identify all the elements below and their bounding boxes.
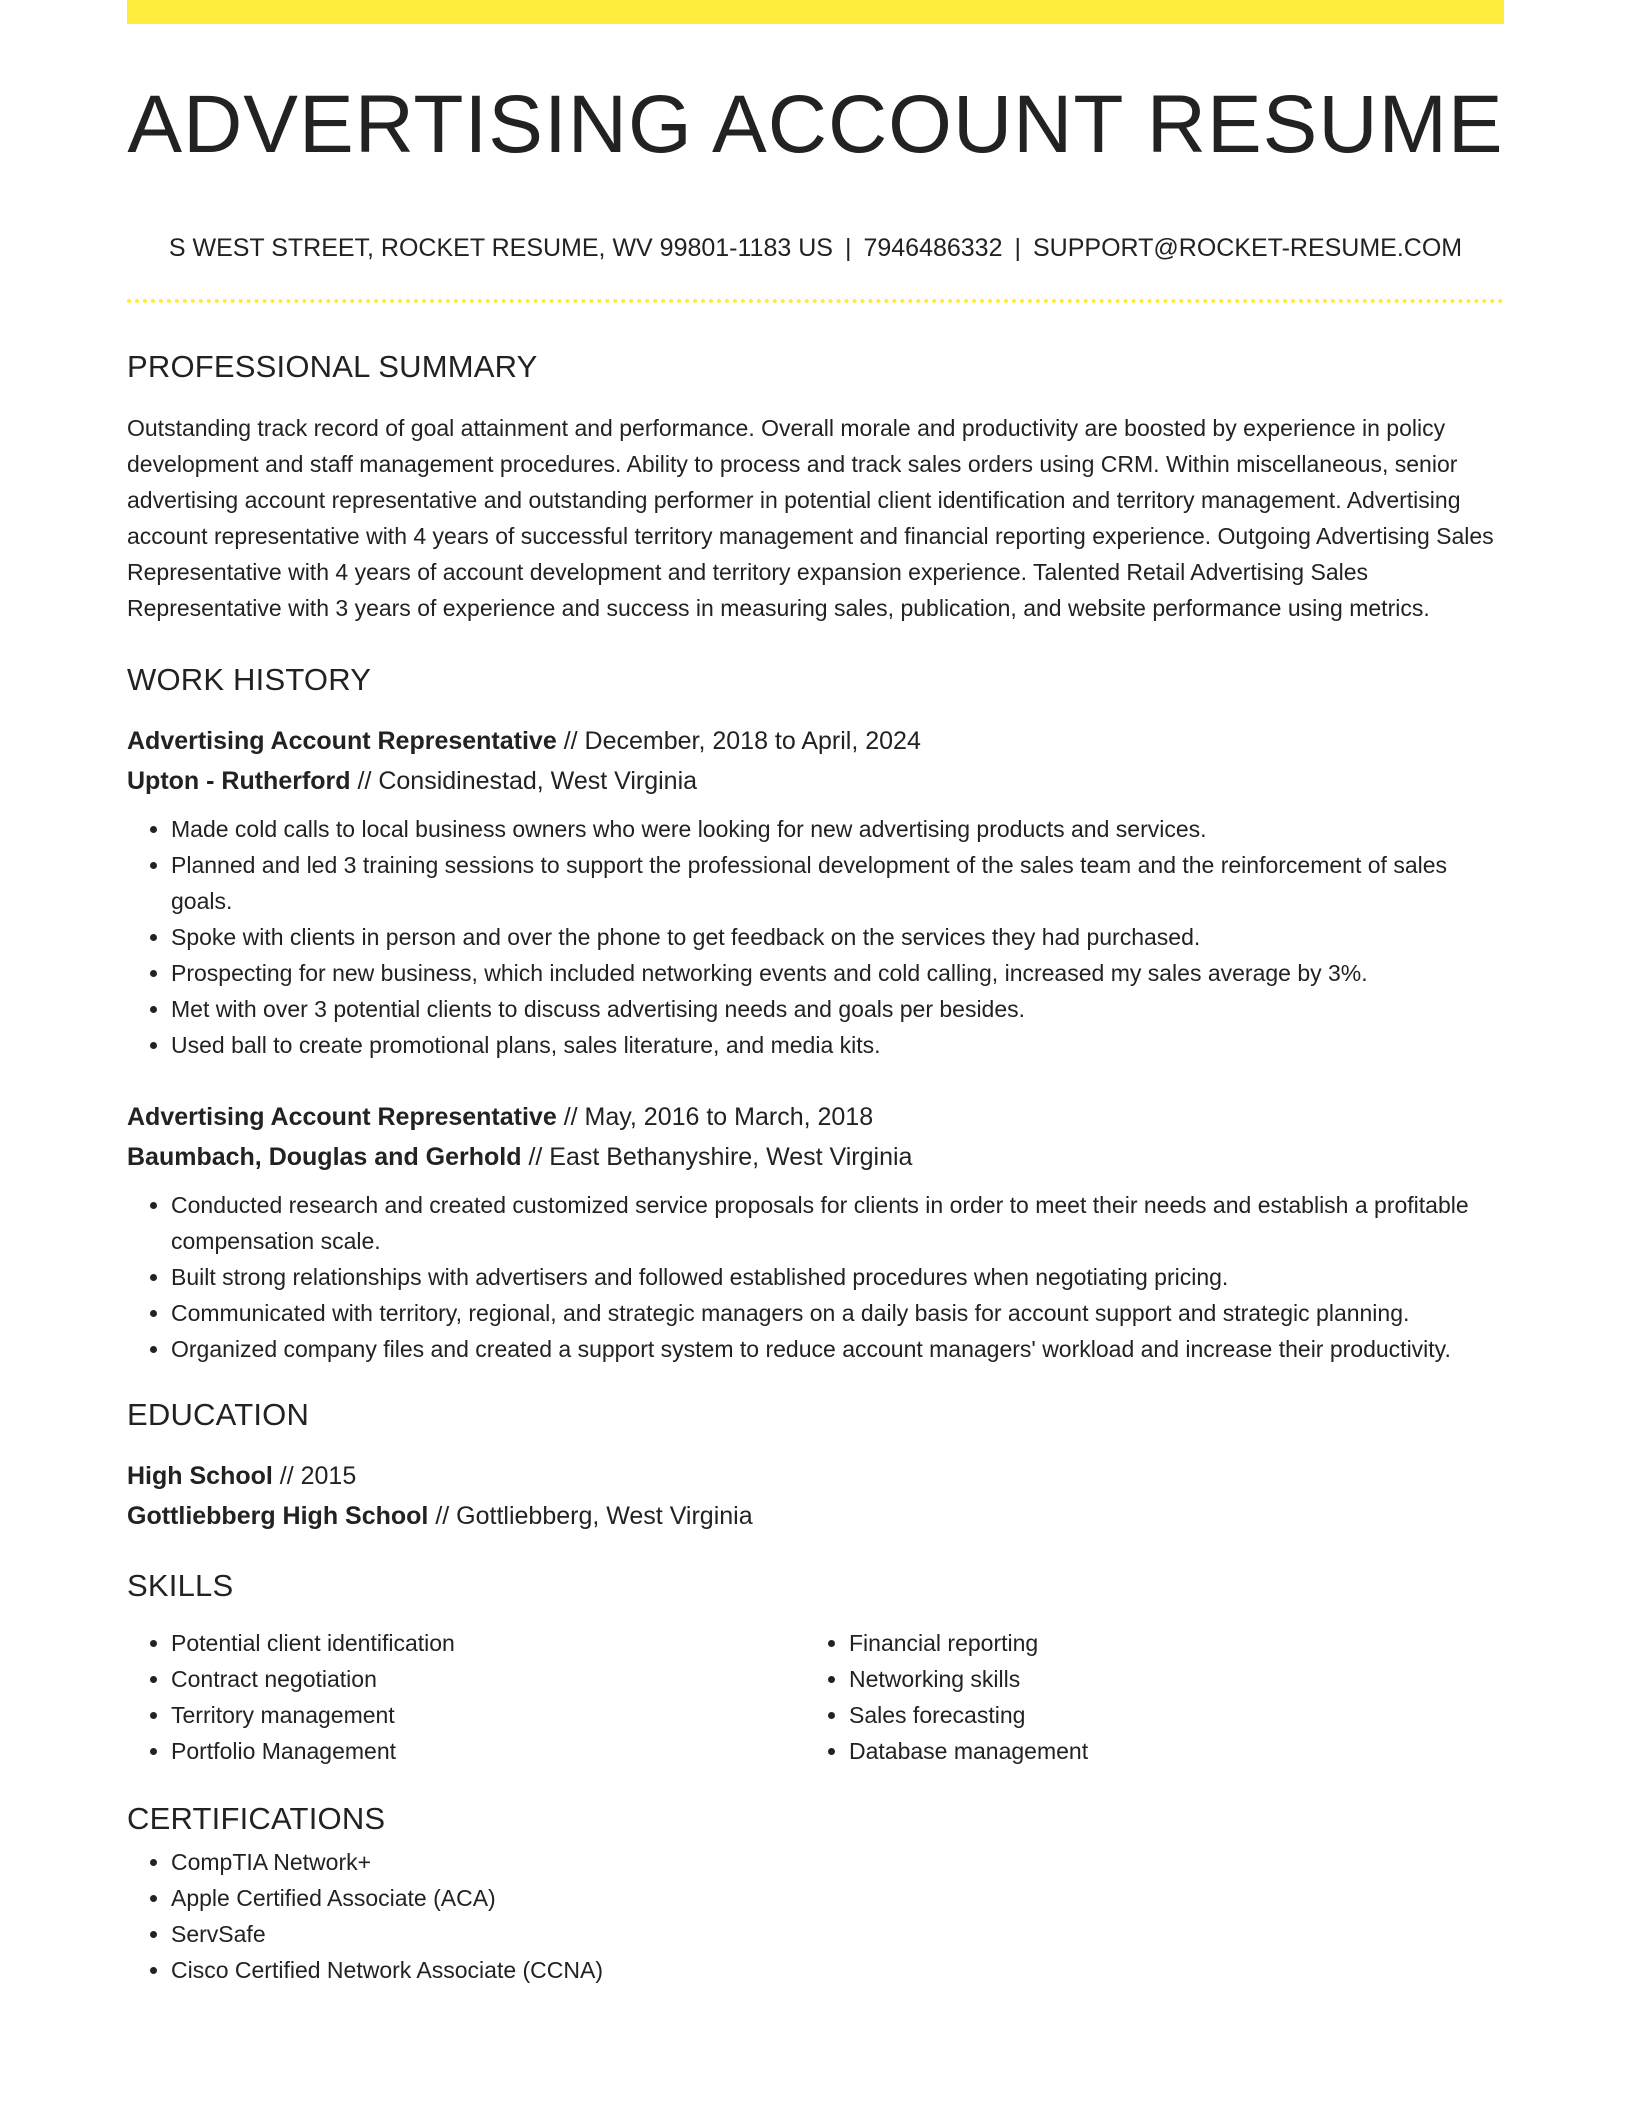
section-heading-summary: PROFESSIONAL SUMMARY	[127, 349, 538, 384]
education-location: // Gottliebberg, West Virginia	[428, 1502, 753, 1530]
job-location: // East Bethanyshire, West Virginia	[521, 1143, 913, 1171]
list-item: • Made cold calls to local business owners who were looking for new advertising products and services.	[171, 811, 1504, 847]
list-item: • Spoke with clients in person and over the phone to get feedback on the services they had purchased.	[171, 919, 1504, 955]
job-duties-list	[127, 811, 1504, 1063]
list-item: • Built strong relationships with advertisers and followed established procedures when negotiating pricing.	[171, 1259, 1504, 1295]
job-company-line	[127, 1137, 1504, 1177]
job-title-line	[127, 1097, 1504, 1137]
skill-item: • Contract negotiation	[171, 1661, 805, 1697]
certification-item: • ServSafe	[171, 1916, 1504, 1952]
job-dates: // December, 2018 to April, 2024	[556, 727, 921, 755]
certification-item: • Apple Certified Associate (ACA)	[171, 1880, 1504, 1916]
certification-item: • Cisco Certified Network Associate (CCNA)	[171, 1952, 1504, 1988]
list-item: • Conducted research and created customized service proposals for clients in order to meet their needs and establish a profitable compensation scale.	[171, 1187, 1504, 1259]
skills-grid	[127, 1625, 1504, 1769]
header-divider	[127, 299, 1504, 303]
job-company-line	[127, 761, 1504, 801]
contact-separator: |	[1014, 234, 1021, 262]
list-item: • Communicated with territory, regional, and strategic managers on a daily basis for account support and strategic planning.	[171, 1295, 1504, 1331]
skill-item: • Financial reporting	[849, 1625, 1483, 1661]
education-degree: High School	[127, 1462, 273, 1490]
section-heading-certifications: CERTIFICATIONS	[127, 1801, 386, 1836]
skills-list-left	[127, 1625, 805, 1769]
job-duties-list	[127, 1187, 1504, 1367]
certifications-list	[127, 1844, 1504, 1988]
contact-separator: |	[844, 234, 852, 262]
list-item: • Met with over 3 potential clients to discuss advertising needs and goals per besides.	[171, 991, 1504, 1027]
skill-item: • Networking skills	[849, 1661, 1483, 1697]
job-entry	[127, 1097, 1504, 1367]
skill-item: • Portfolio Management	[171, 1733, 805, 1769]
list-item: • Organized company files and created a support system to reduce account managers' workload and increase their productivity.	[171, 1331, 1504, 1367]
job-title: Advertising Account Representative	[127, 1103, 557, 1131]
skill-item: • Potential client identification	[171, 1625, 805, 1661]
summary-paragraph: Outstanding track record of goal attainment and performance. Overall morale and productivity are boosted by experience in policy development and staff management procedures. Ability to process and track sales orders using CRM. Within miscellaneous, senior advertising account representative and outstanding performer in potential client identification and territory management. Advertising account representative with 4 years of successful territory management and financial reporting experience. Outgoing Advertising Sales Representative with 4 years of account development and territory expansion experience. Talented Retail Advertising Sales Representative with 3 years of experience and success in measuring sales, publication, and website performance using metrics.	[127, 415, 1494, 621]
job-entry	[127, 721, 1504, 1063]
certification-item: • CompTIA Network+	[171, 1844, 1504, 1880]
skills-list-right	[805, 1625, 1483, 1769]
education-year: // 2015	[272, 1462, 357, 1490]
contact-email[interactable]: SUPPORT@ROCKET-RESUME.COM	[1033, 234, 1463, 262]
resume-page	[127, 0, 1504, 1988]
list-item: • Prospecting for new business, which included networking events and cold calling, increased my sales average by 3%.	[171, 955, 1504, 991]
contact-phone: 7946486332	[863, 234, 1003, 262]
job-company: Upton - Rutherford	[127, 767, 351, 795]
section-heading-education: EDUCATION	[127, 1397, 310, 1432]
job-location: // Considinestad, West Virginia	[350, 767, 698, 795]
job-company: Baumbach, Douglas and Gerhold	[127, 1143, 522, 1171]
resume-title: ADVERTISING ACCOUNT RESUME	[127, 79, 1504, 170]
section-heading-work-history: WORK HISTORY	[127, 662, 372, 697]
contact-address: S WEST STREET, ROCKET RESUME, WV 99801-1183 US	[168, 234, 833, 262]
education-school-line	[127, 1496, 1504, 1536]
contact-line	[127, 236, 1504, 261]
top-accent-bar	[127, 0, 1504, 24]
skill-item: • Territory management	[171, 1697, 805, 1733]
education-degree-line	[127, 1456, 1504, 1496]
skill-item: • Sales forecasting	[849, 1697, 1483, 1733]
education-entry	[127, 1456, 1504, 1536]
job-title-line	[127, 721, 1504, 761]
job-dates: // May, 2016 to March, 2018	[556, 1103, 874, 1131]
list-item: • Planned and led 3 training sessions to support the professional development of the sales team and the reinforcement of sales goals.	[171, 847, 1504, 919]
section-heading-skills: SKILLS	[127, 1568, 234, 1603]
list-item: • Used ball to create promotional plans, sales literature, and media kits.	[171, 1027, 1504, 1063]
skill-item: • Database management	[849, 1733, 1483, 1769]
education-school: Gottliebberg High School	[127, 1502, 429, 1530]
job-title: Advertising Account Representative	[127, 727, 557, 755]
